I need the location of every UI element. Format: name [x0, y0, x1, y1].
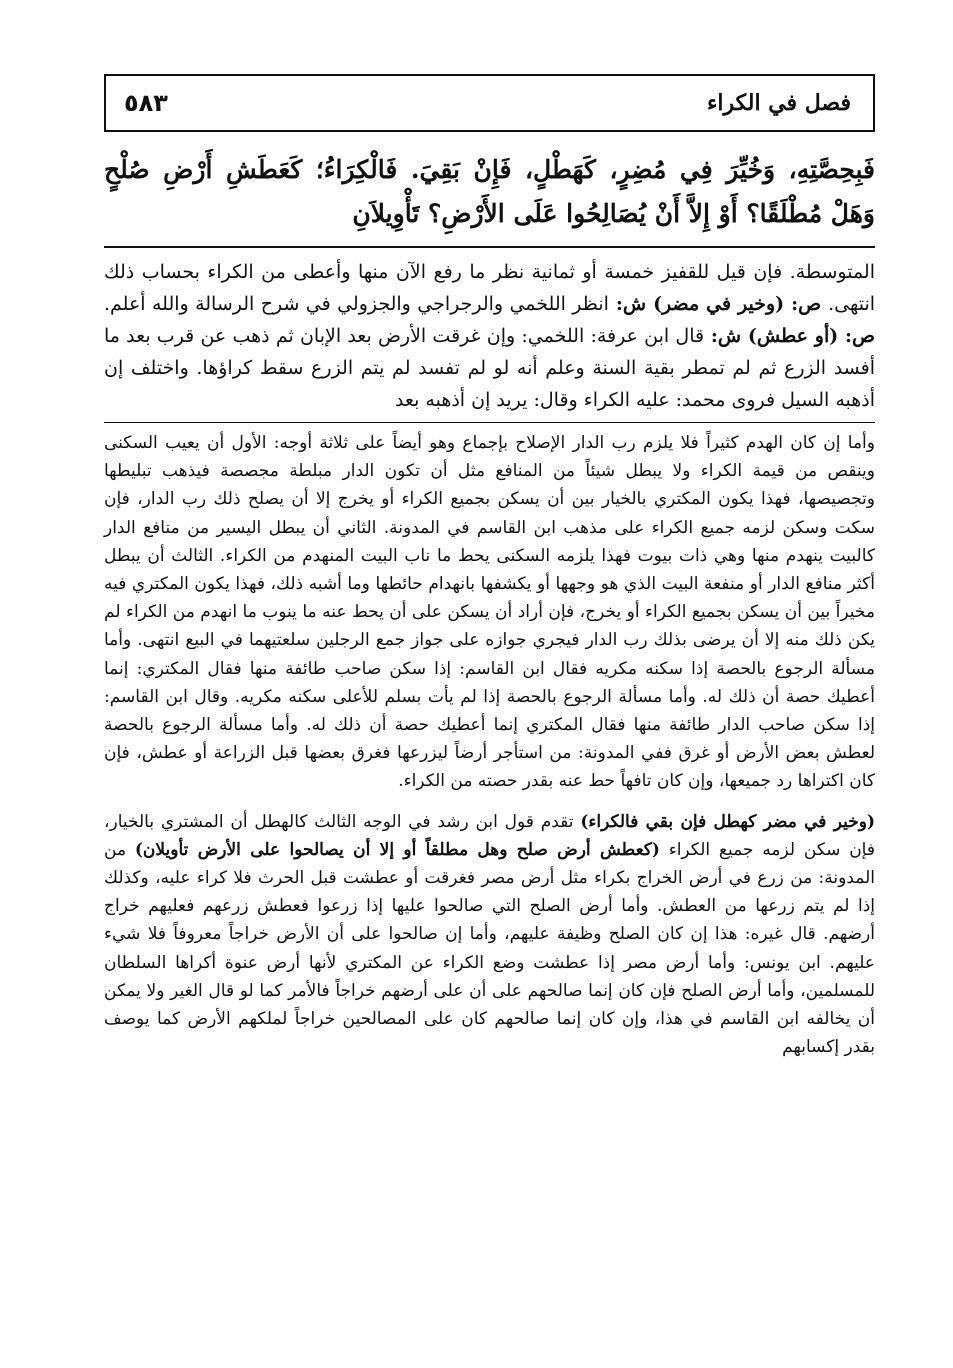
hashiya-text-a: تقدم قول ابن رشد في الوجه الثالث كالهطل أن المشتري بالخيار، فإن سكن لزمه جميع الكراء	[104, 811, 875, 860]
shin-marker-2: ش:	[704, 325, 748, 347]
hashiya-paragraph-2	[104, 808, 875, 1062]
sad-marker-1: ص:	[784, 293, 829, 315]
hashiya-lemma-b: (كعطش أرض صلح وهل مطلقاً أو إلا أن يصالحوا على الأرض تأويلان)	[134, 839, 660, 860]
page-header	[104, 74, 875, 132]
sad-marker-2: ص:	[838, 325, 876, 347]
hashiya-lemma-a: (وخير في مضر كهطل فإن بقي فالكراء)	[580, 811, 875, 832]
hashiya-section	[104, 429, 875, 1061]
sharh-text-3: قال ابن عرفة: اللخمي: وإن غرقت الأرض بعد الإبان ثم ذهب عن قرب بعد ما أفسد الزرع ثم لم تمطر بقية السنة وعلم أنه لو لم تفسد لم يتم الزرع سقط كراؤها. واختلف إن أذهبه السيل فروى محمد: عليه الكراء وقال: يريد إن أذهبه بعد	[104, 325, 875, 411]
shin-marker-1: ش:	[608, 293, 654, 315]
lemma-1: (وخير في مضر)	[653, 293, 785, 315]
matn-divider	[104, 246, 875, 248]
lemma-2: (أو عطش)	[747, 325, 839, 347]
sharh-section	[104, 256, 875, 416]
sharh-text-2: انظر اللخمي والرجراجي والجزولي في شرح الرسالة والله أعلم.	[104, 293, 609, 315]
matn-text: فَبِحِصَّتِهِ، وَخُيِّرَ فِي مُضِرٍ، كَهَطْلٍ، فَإِنْ بَقِيَ. فَالْكِرَاءُ؛ كَعَطَشِ أَرْضِ صُلْحٍ وَهَلْ مُطْلَقًا؟ أَوْ إِلاَّ أَنْ يُصَالِحُوا عَلَى الأَرْضِ؟ تَأْوِيلاَنِ	[104, 155, 875, 228]
sharh-text-1: المتوسطة. فإن قيل للقفيز خمسة أو ثمانية نظر ما رفع الآن منها وأعطى من الكراء بحساب ذلك انتهى.	[104, 261, 876, 315]
page-number: ٥٨٣	[124, 89, 168, 117]
hashiya-text-b: من المدونة: من زرع في أرض الخراج بكراء مثل أرض مصر فغرقت أو عطشت قبل الحرث فلا كراء عليه، وكذلك إذا لم يتم زرعها من العطش. وأما أرض الصلح التي صالحوا عليها إذا زرعوا فعطش زرعهم فعليهم خراج أرضهم. قال غيره: هذا إن كان الصلح وظيفة عليهم، وأما إن صالحوا على أن الأرض خراجاً معروفاً فلا شيء عليهم. ابن يونس: وأما أرض مصر إذا عطشت وضع الكراء عن المكتري لأنها أرض عنوة أكراها السلطان للمسلمين، وأما أرض الصلح فإن كان إنما صالحهم على أن على أرضهم خراجاً فالأمر كما لو قال الغير ولا يمكن أن يخالفه ابن القاسم في هذا، وإن كان إنما صالحهم كان على المصالحين خراجاً لملكهم الأرض كما يوصف بقدر إكسابهم	[104, 839, 875, 1058]
sharh-divider	[104, 422, 875, 423]
chapter-title: فصل في الكراء	[707, 90, 851, 116]
hashiya-paragraph-1: وأما إن كان الهدم كثيراً فلا يلزم رب الدار الإصلاح بإجماع وهو أيضاً على ثلاثة أوجه: الأول أن يعيب السكنى وينقص من قيمة الكراء ولا يبطل شيئاً من المنافع مثل أن تكون الدار مبلطة مجصصة فيذهب تبليطها وتجصيصها، فهذا يكون المكتري بالخيار بين أن يسكن بجميع الكراء أو يخرج إلا أن يصلح ذلك رب الدار، فإن سكت وسكن لزمه جميع الكراء على مذهب ابن القاسم في المدونة. الثاني أن يبطل اليسير من منافع الدار كالبيت ينهدم منها وهي ذات بيوت فهذا يلزمه السكنى يحط ما ناب البيت المنهدم من الكراء. الثالث أن يبطل أكثر منافع الدار أو منفعة البيت الذي هو وجهها أو يكشفها بانهدام حائطها وما أشبه ذلك، فهذا يكون المكتري فيه مخيراً بين أن يسكن بجميع الكراء أو يخرج، فإن أراد أن يسكن على أن يحط عنه ما ينوب ما انهدم من الكراء لم يكن ذلك منه إلا أن يرضى بذلك رب الدار فيجري جوازه على جواز جمع الرجلين سلعتيهما في البيع انتهى. وأما مسألة الرجوع بالحصة إذا سكنه مكريه فقال ابن القاسم: إذا سكن صاحب طائفة منها فقال المكتري: إنما أعطيك حصة أن ذلك له. وأما مسألة الرجوع بالحصة إذا لم يأت بسلم للأعلى سكنه مكريه. وقال ابن القاسم: إذا سكن صاحب الدار طائفة منها فقال المكتري إنما أعطيك حصة أن ذلك له. وأما مسألة الرجوع بالحصة لعطش بعض الأرض أو غرق ففي المدونة: من استأجر أرضاً ليزرعها فغرق بعضها قبل الزراعة أو عطش، فإن كان اكتراها رد جميعها، وإن كان تافهاً حط عنه بقدر حصته من الكراء.	[104, 433, 875, 792]
